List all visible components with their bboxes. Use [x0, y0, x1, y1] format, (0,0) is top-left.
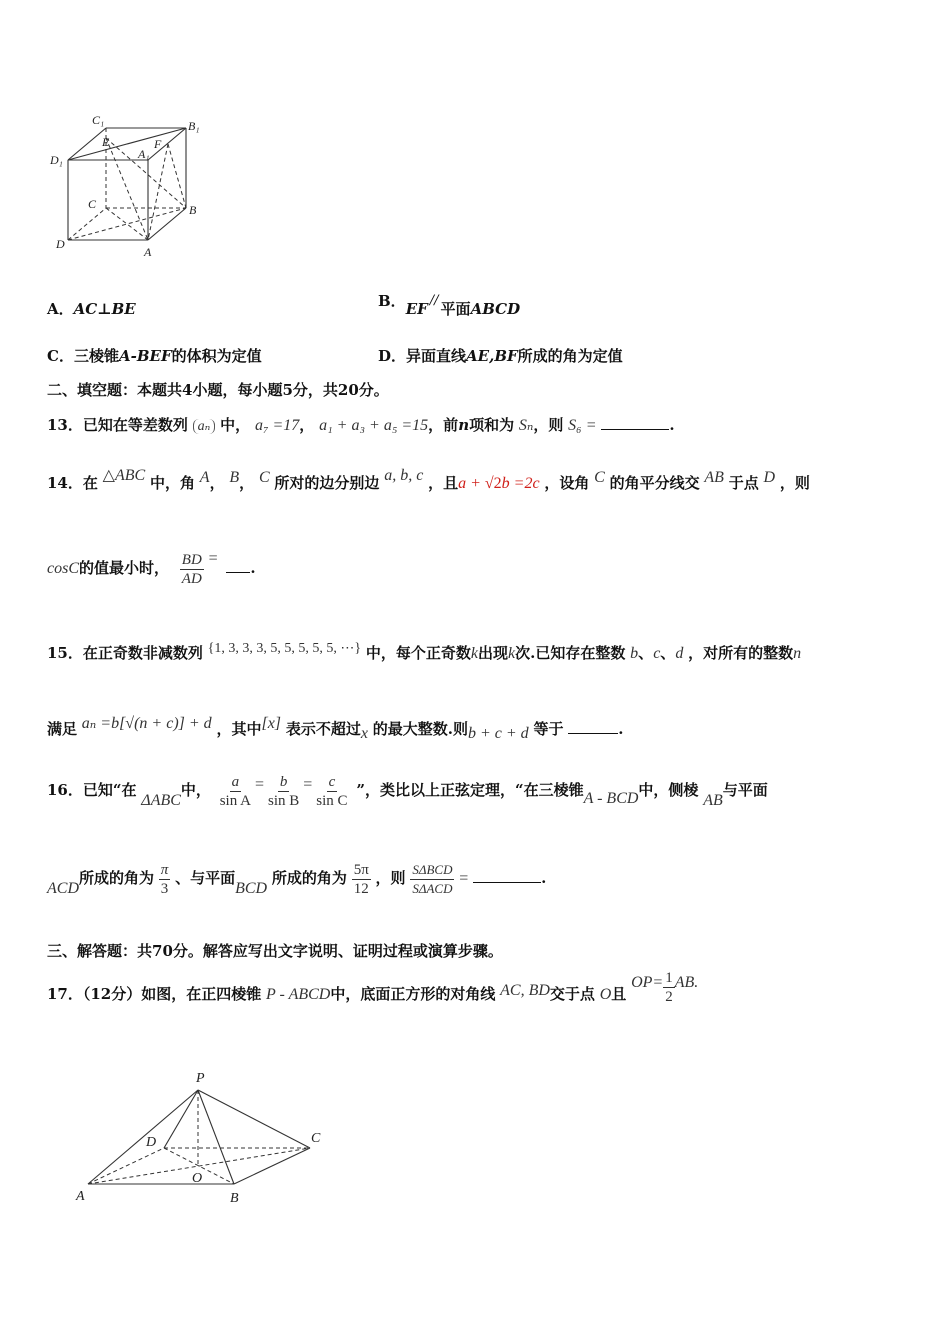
- label-b1: B₁: [188, 119, 200, 133]
- label-d: D: [56, 237, 65, 251]
- question-14-line2: cosC的值最小时， $\frac{BD}{AD}$ = .: [47, 550, 256, 587]
- section-3-header: 三、解答题：共70分。解答应写出文字说明、证明过程或演算步骤。: [47, 942, 503, 960]
- section-2-header: 二、填空题：本题共4小题，每小题5分，共20分。: [47, 381, 389, 399]
- label-c: C: [88, 197, 97, 211]
- answer-blank[interactable]: [601, 415, 669, 430]
- question-15-line2: 满足 aₙ =b[√(n + c)] + d ，其中[x] 表示不超过x 的最大整数.则b + c + d 等于 .: [47, 715, 624, 742]
- question-17: 17．（12分）如图，在正四棱锥 P - ABCD中，底面正方形的对角线 AC, BD交于点 O且 OP= $\frac{1}{2}$ AB.: [47, 969, 699, 1005]
- option-b: B．EF // 平面ABCD: [378, 292, 521, 318]
- question-13: 13．已知在等差数列 aₙ 中， a₇ =17， a₁ + a₃ + a₅ =15，前n项和为 Sₙ，则 S₆ = .: [47, 416, 675, 434]
- question-16: 16．已知“在 ΔABC中， $\frac{a}{\text{sin A}}$ = $\frac{b}{\text{sin B}}$ = $\frac{c}{\text{sin C}}$ ”，类比以上正弦定理，“在三棱锥A - BCD中，侧棱 AB与平面: [47, 773, 768, 809]
- question-14: 14．在 △ABC 中，角 A， B， C 所对的边分别边 a, b, c ，且a + √2b =2c ，设角 C 的角平分线交 AB 于点 D ，则: [47, 467, 810, 492]
- label-d1: D₁: [50, 153, 63, 167]
- pyramid-figure: [70, 1060, 350, 1210]
- option-d: D．异面直线AE,BF所成的角为定值: [378, 347, 623, 365]
- label-a1: A₁: [138, 147, 150, 161]
- label-f: F: [154, 137, 162, 151]
- label-o: O: [192, 1171, 203, 1186]
- label-d: D: [146, 1135, 157, 1150]
- label-p: P: [196, 1071, 205, 1086]
- option-c: C．三棱锥A-BEF的体积为定值: [47, 347, 262, 365]
- option-a: A．AC⊥BE: [47, 300, 136, 318]
- answer-blank[interactable]: [568, 719, 618, 734]
- label-a: A: [144, 245, 152, 259]
- cube-figure: [48, 108, 208, 263]
- label-c1: C₁: [92, 113, 105, 127]
- label-e: E: [102, 135, 110, 149]
- question-16-line2: ACD所成的角为 $\frac{\pi}{3}$ 、与平面BCD 所成的角为 $\frac{5\pi}{12}$ ，则 $\frac{\text{SΔBCD}}{\text{SΔACD}}$ = .: [47, 861, 547, 897]
- label-b: B: [189, 203, 197, 217]
- label-c: C: [311, 1131, 321, 1146]
- question-15: 15．在正奇数非减数列 {1, 3, 3, 3, 5, 5, 5, 5, 5, ⋯} 中，每个正奇数k出现k次.已知存在整数 b、c、d ，对所有的整数n: [47, 641, 802, 662]
- answer-blank[interactable]: [473, 868, 541, 883]
- label-b: B: [230, 1191, 239, 1206]
- answer-blank[interactable]: [226, 558, 250, 573]
- label-a: A: [76, 1189, 85, 1204]
